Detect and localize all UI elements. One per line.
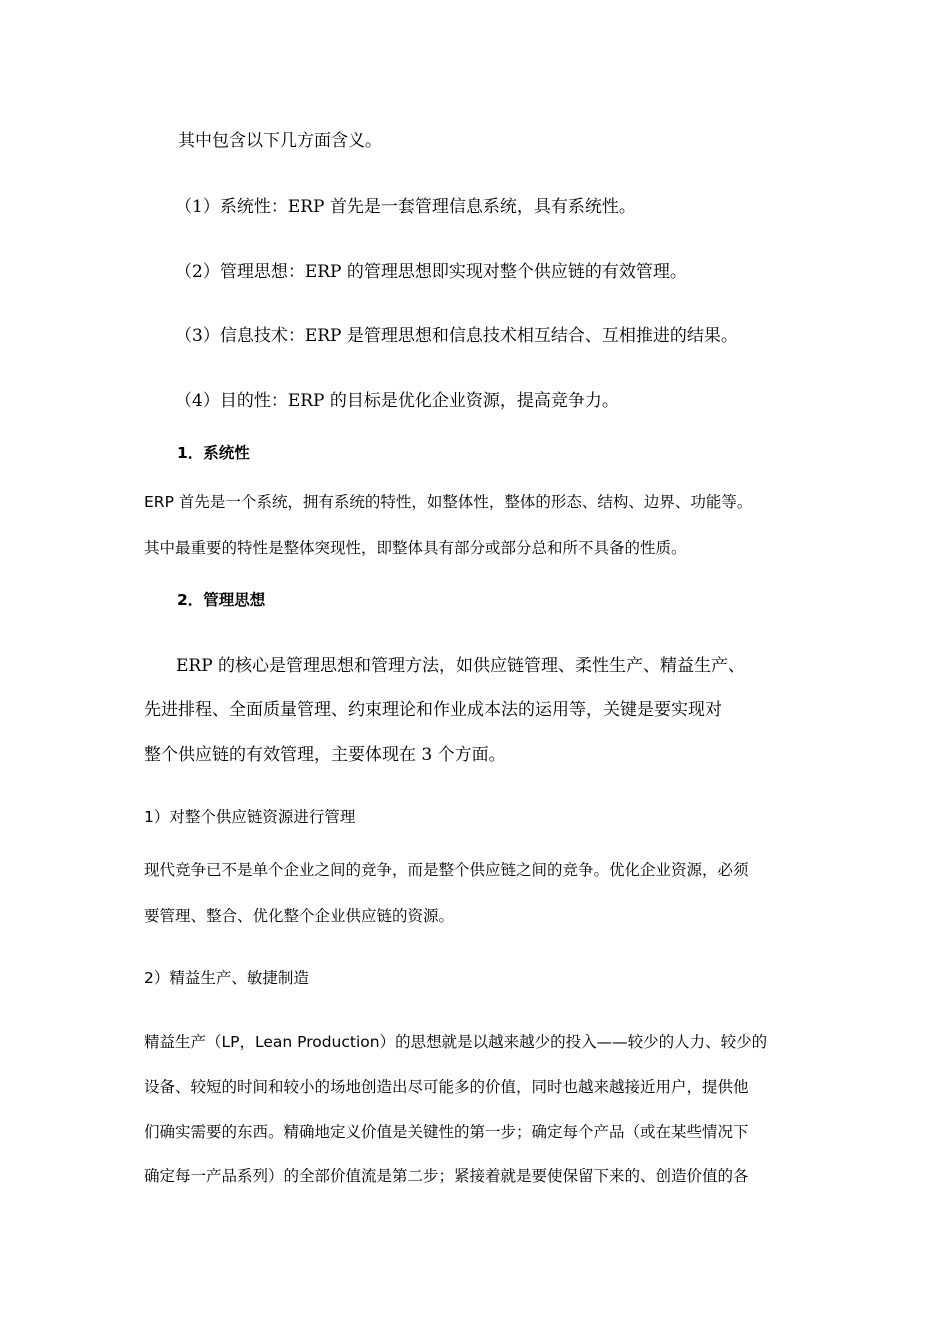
section-heading: 2．管理思想 bbox=[177, 591, 266, 609]
paragraph-line: 确定每一产品系列）的全部价值流是第二步；紧接着就是要使保留下来的、创造价值的各 bbox=[144, 1167, 749, 1185]
subsection-heading: 2）精益生产、敏捷制造 bbox=[144, 969, 309, 987]
paragraph-line: 精益生产（LP，Lean Production）的思想就是以越来越少的投入——较少的人力、较少的 bbox=[144, 1033, 768, 1051]
list-item: （1）系统性：ERP 首先是一套管理信息系统，具有系统性。 bbox=[175, 197, 636, 217]
paragraph-line: 设备、较短的时间和较小的场地创造出尽可能多的价值，同时也越来越接近用户，提供他 bbox=[144, 1078, 749, 1096]
paragraph-line: 其中最重要的特性是整体突现性，即整体具有部分或部分总和所不具备的性质。 bbox=[144, 539, 687, 557]
paragraph-line: 现代竞争已不是单个企业之间的竞争，而是整个供应链之间的竞争。优化企业资源，必须 bbox=[144, 861, 749, 879]
intro-line: 其中包含以下几方面含义。 bbox=[178, 131, 382, 151]
list-item: （2）管理思想：ERP 的管理思想即实现对整个供应链的有效管理。 bbox=[175, 262, 687, 282]
paragraph-line: 要管理、整合、优化整个企业供应链的资源。 bbox=[144, 907, 455, 925]
paragraph-line: ERP 首先是一个系统，拥有系统的特性，如整体性，整体的形态、结构、边界、功能等。 bbox=[144, 493, 753, 511]
list-item: （3）信息技术：ERP 是管理思想和信息技术相互结合、互相推进的结果。 bbox=[175, 326, 738, 346]
list-item: （4）目的性：ERP 的目标是优化企业资源，提高竞争力。 bbox=[175, 391, 619, 411]
paragraph-line: 先进排程、全面质量管理、约束理论和作业成本法的运用等，关键是要实现对 bbox=[144, 700, 722, 720]
paragraph-line: ERP 的核心是管理思想和管理方法，如供应链管理、柔性生产、精益生产、 bbox=[176, 656, 746, 676]
paragraph-line: 们确实需要的东西。精确地定义价值是关键性的第一步；确定每个产品（或在某些情况下 bbox=[144, 1123, 749, 1141]
subsection-heading: 1）对整个供应链资源进行管理 bbox=[144, 808, 356, 826]
section-heading: 1．系统性 bbox=[177, 444, 250, 462]
paragraph-line: 整个供应链的有效管理，主要体现在 3 个方面。 bbox=[144, 745, 506, 765]
